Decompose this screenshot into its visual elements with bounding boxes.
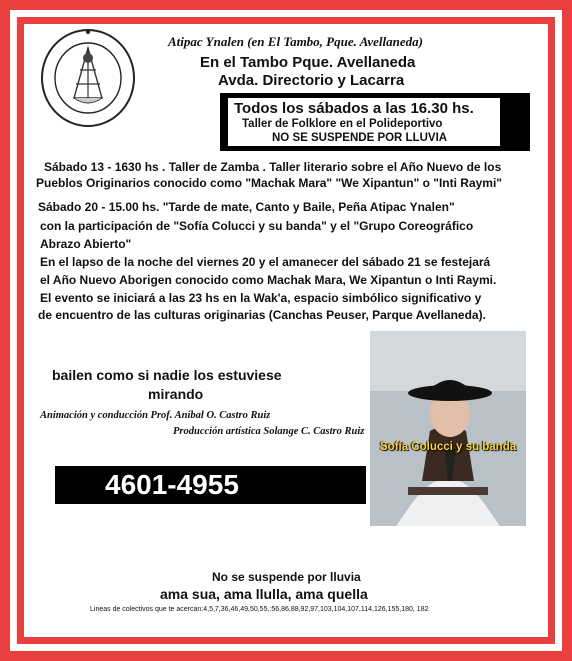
dance-quote-line2: mirando: [148, 386, 204, 402]
dance-quote-line1: bailen como si nadie los estuviese: [52, 367, 282, 383]
new-year-line2: el Año Nuevo Aborigen conocido como Machak Mara, We Xipantun o Inti Raymi.: [40, 273, 497, 287]
photo-caption: Sofía Colucci y su banda: [380, 441, 517, 453]
new-year-line4: de encuentro de las culturas originarias (Canchas Peuser, Parque Avellaneda).: [38, 308, 486, 322]
saturday20-line3: Abrazo Abierto": [40, 237, 132, 251]
singer-photo: [370, 331, 526, 526]
no-rain-notice: No se suspende por lluvia: [212, 570, 361, 584]
phone-number: 4601-4955: [105, 469, 239, 500]
atipac-ynalen-logo: [38, 28, 138, 128]
quechua-motto: ama sua, ama llulla, ama quella: [160, 586, 368, 602]
venue-address: Avda. Directorio y Lacarra: [218, 72, 405, 89]
saturday20-line2: con la participación de "Sofía Colucci y su banda" y el "Grupo Coreográfico: [40, 219, 474, 233]
highlight-schedule: Todos los sábados a las 16.30 hs.: [234, 100, 474, 117]
organization-title: Atipac Ynalen (en El Tambo, Pque. Avellaneda): [168, 34, 423, 49]
highlight-no-rain: NO SE SUSPENDE POR LLUVIA: [272, 132, 448, 144]
singer-portrait-illustration: [370, 331, 526, 526]
bus-lines: Lineas de colectivos que te acercan:4,5,7,36,46,49,50,55,:56,86,88,92,97,103,104,107,114,126,155,180, 182: [90, 606, 429, 613]
saturday13-line1: Sábado 13 - 1630 hs . Taller de Zamba . Taller literario sobre el Año Nuevo de los: [44, 160, 502, 174]
highlight-workshop: Taller de Folklore en el Polideportivo: [242, 118, 443, 130]
saturday13-line2: Pueblos Originarios conocido como "Machak Mara" "We Xipantun" o "Inti Raymi": [36, 176, 502, 190]
new-year-line1: En el lapso de la noche del viernes 20 y el amanecer del sábado 21 se festejará: [40, 255, 491, 269]
new-year-line3: El evento se iniciará a las 23 hs en la Wak'a, espacio simbólico significativo y: [40, 291, 482, 305]
saturday20-line1: Sábado 20 - 15.00 hs. "Tarde de mate, Canto y Baile, Peña Atipac Ynalen": [38, 200, 455, 214]
venue-name: En el Tambo Pque. Avellaneda: [200, 54, 416, 71]
animation-credit: Animación y conducción Prof. Aníbal O. Castro Ruiz: [40, 410, 271, 421]
production-credit: Producción artística Solange C. Castro Ruiz: [173, 426, 365, 437]
